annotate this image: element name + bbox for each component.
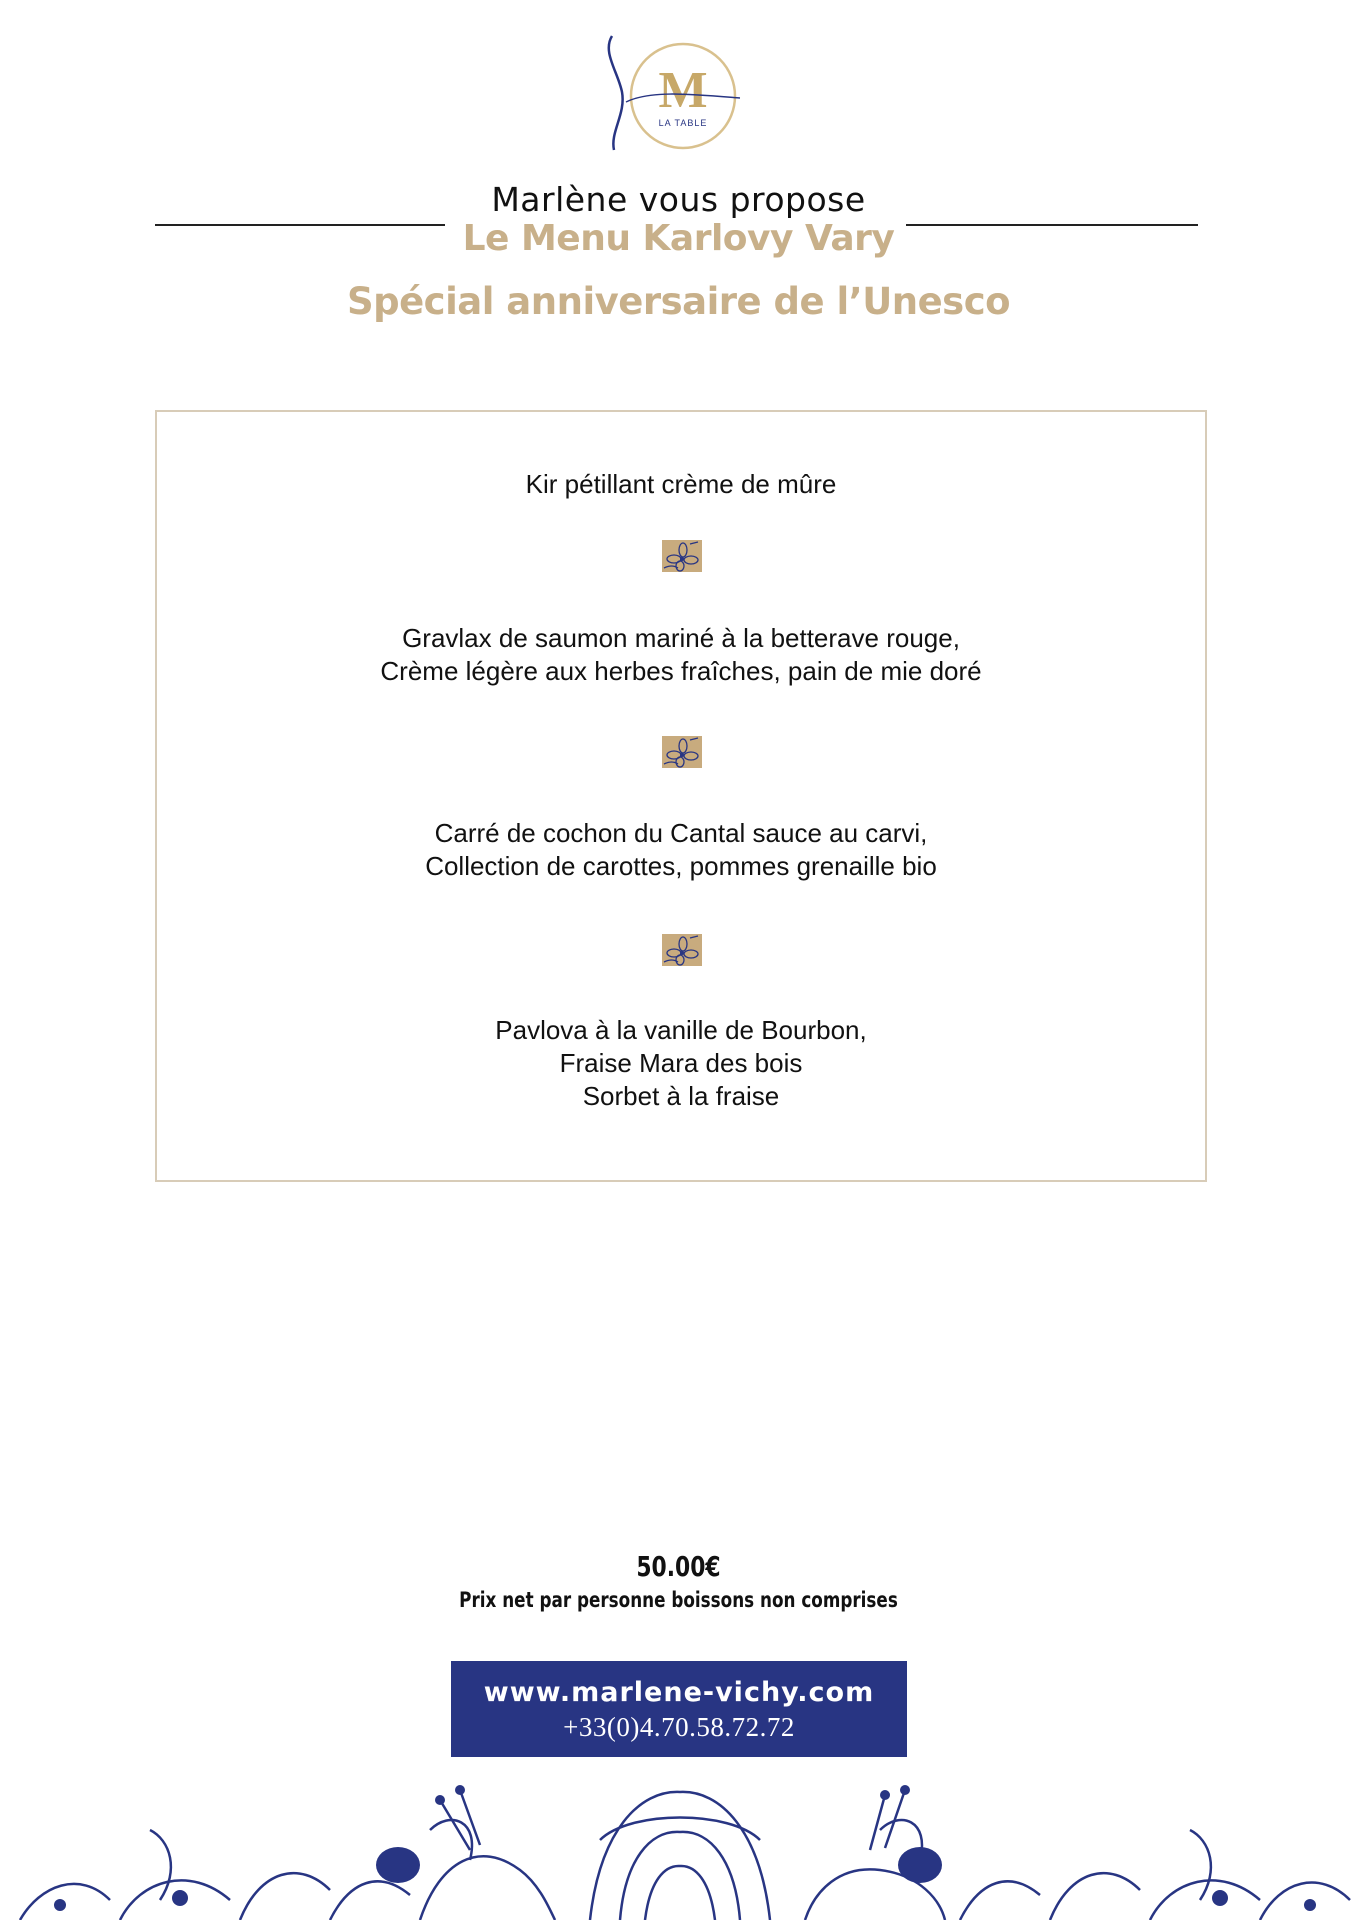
course-line: Crème légère aux herbes fraîches, pain de mie doré [380, 656, 982, 686]
floral-border-icon [0, 1770, 1357, 1920]
svg-text:LA TABLE: LA TABLE [658, 118, 708, 128]
course-line: Gravlax de saumon mariné à la betterave rouge, [402, 623, 960, 653]
flower-separator-icon [662, 540, 702, 572]
course-line: Pavlova à la vanille de Bourbon, [495, 1015, 867, 1045]
menu-subtitle: Spécial anniversaire de l’Unesco [346, 280, 1011, 323]
course-line: Collection de carottes, pommes grenaille bio [425, 851, 937, 881]
course-line: Fraise Mara des bois [559, 1048, 803, 1078]
flower-separator-icon [662, 736, 702, 768]
website-link[interactable]: www.marlene-vichy.com [483, 1677, 875, 1708]
course-main [157, 817, 1205, 883]
course-dessert [157, 1014, 1205, 1113]
contact-block [451, 1661, 907, 1757]
course-starter [157, 622, 1205, 688]
tagline: Marlène vous propose [491, 180, 866, 219]
restaurant-logo-icon [600, 32, 760, 156]
flower-separator-icon [662, 934, 702, 966]
course-line: Sorbet à la fraise [582, 1081, 780, 1111]
menu-box [155, 410, 1207, 1182]
price: 50.00€ [636, 1550, 721, 1583]
phone-number[interactable]: +33(0)4.70.58.72.72 [563, 1712, 795, 1742]
svg-text:M: M [658, 62, 708, 119]
course-aperitif [157, 468, 1205, 501]
course-line: Kir pétillant crème de mûre [525, 469, 837, 499]
menu-name: Le Menu Karlovy Vary [462, 218, 895, 259]
price-note: Prix net par personne boissons non comprises [459, 1588, 898, 1612]
course-line: Carré de cochon du Cantal sauce au carvi, [434, 818, 928, 848]
